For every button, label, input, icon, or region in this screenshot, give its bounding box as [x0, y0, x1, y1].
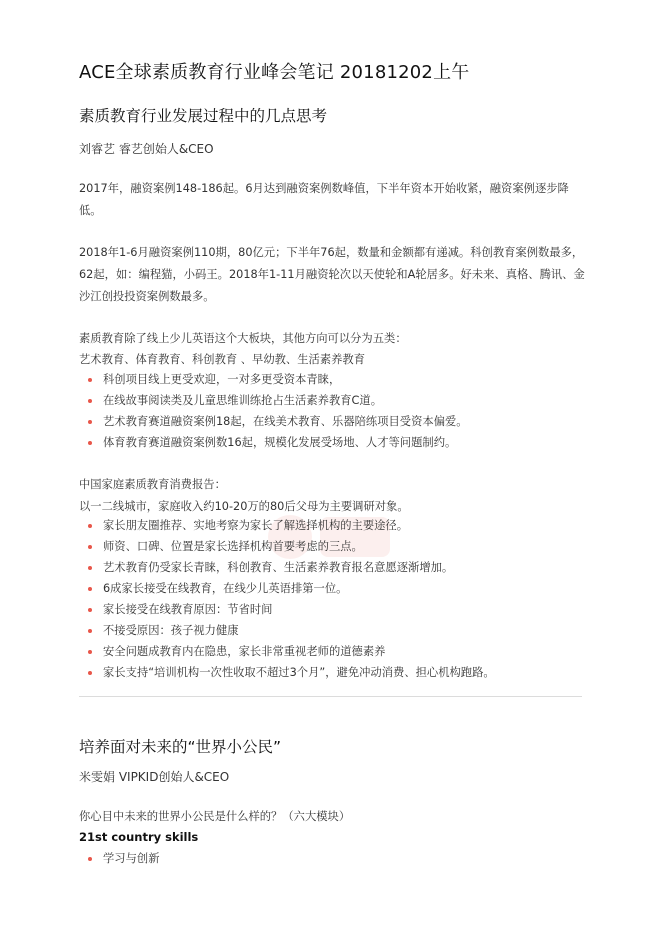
section-heading-1: 素质教育行业发展过程中的几点思考	[79, 107, 328, 125]
paragraph-financing-2018: 2018年1-6月融资案例110期，80亿元；下半年76起，数量和金额都有递减。科创教育案例数最多，62起，如：编程猫，小码王。2018年1-11月融资轮次以天使轮和A轮居多。好未来、真格、腾讯、金沙江创投投资案例数最多。	[79, 246, 585, 303]
list-item: 艺术教育赛道融资案例18起，在线美术教育、乐器陪练项目受资本偏爱。	[79, 411, 599, 432]
bullet-list-report	[79, 515, 599, 683]
speaker-1: 刘睿艺 睿艺创始人&CEO	[79, 142, 214, 156]
list-item: 师资、口碑、位置是家长选择机构首要考虑的三点。	[79, 536, 599, 557]
list-item: 学习与创新	[79, 848, 599, 869]
bullet-list-skills	[79, 848, 599, 869]
list-item: 安全问题成教育内在隐患，家长非常重视老师的道德素养	[79, 641, 599, 662]
paragraph-financing-2017: 2017年，融资案例148-186起。6月达到融资案例数峰值，下半年资本开始收紧，融资案例逐步降低。	[79, 182, 569, 217]
report-intro: 以一二线城市，家庭收入约10-20万的80后父母为主要调研对象。	[79, 500, 409, 513]
list-item: 艺术教育仍受家长青睐，科创教育、生活素养教育报名意愿逐渐增加。	[79, 557, 599, 578]
list-item: 6成家长接受在线教育，在线少儿英语排第一位。	[79, 578, 599, 599]
question-text: 你心目中未来的世界小公民是什么样的？（六大模块）	[79, 810, 351, 823]
document-title: ACE全球素质教育行业峰会笔记 20181202上午	[79, 62, 470, 83]
list-item: 不接受原因：孩子视力健康	[79, 620, 599, 641]
list-item: 家长朋友圈推荐、实地考察为家长了解选择机构的主要途径。	[79, 515, 599, 536]
list-item: 在线故事阅读类及儿童思维训练抢占生活素养教育C道。	[79, 390, 599, 411]
skills-title: 21st country skills	[79, 830, 199, 844]
list-item: 家长接受在线教育原因：节省时间	[79, 599, 599, 620]
paragraph-categories-list: 艺术教育、体育教育、科创教育 、早幼教、生活素养教育	[79, 353, 366, 366]
section-heading-2: 培养面对未来的“世界小公民”	[79, 738, 282, 756]
list-item: 家长支持“培训机构一次性收取不超过3个月”，避免冲动消费、担心机构跑路。	[79, 662, 599, 683]
bullet-list-categories	[79, 369, 599, 453]
list-item: 体育教育赛道融资案例数16起，规模化发展受场地、人才等问题制约。	[79, 432, 599, 453]
speaker-2: 米雯娟 VIPKID创始人&CEO	[79, 770, 230, 784]
paragraph-categories-intro: 素质教育除了线上少儿英语这个大板块，其他方向可以分为五类：	[79, 332, 407, 345]
section-divider	[79, 696, 582, 697]
list-item: 科创项目线上更受欢迎，一对多更受资本青睐，	[79, 369, 599, 390]
report-title: 中国家庭素质教育消费报告：	[79, 478, 226, 491]
